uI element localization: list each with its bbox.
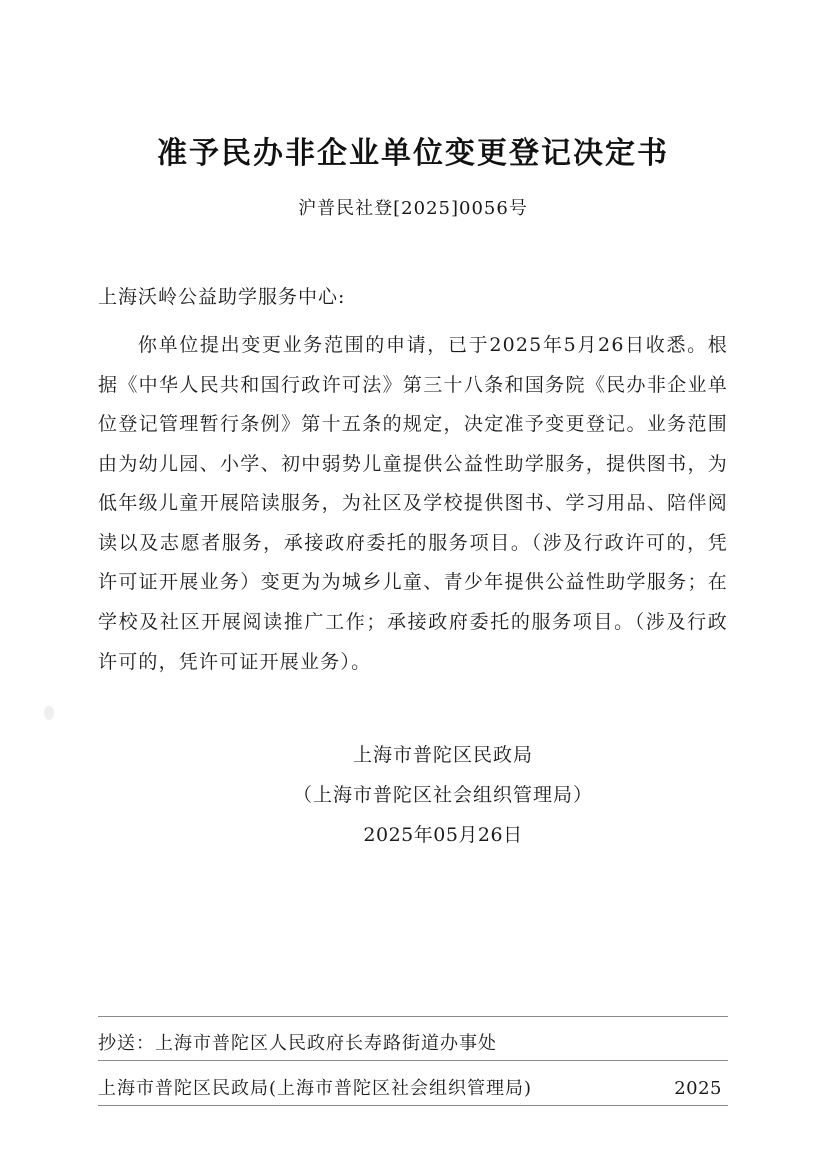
document-number: 沪普民社登[2025]0056号 xyxy=(298,198,528,219)
issue-date: 2025年05月26日 xyxy=(363,823,523,846)
footer-issuer-line xyxy=(98,1074,728,1106)
footer-cc-line: 抄送：上海市普陀区人民政府长寿路街道办事处 xyxy=(98,1029,728,1061)
addressee: 上海沃岭公益助学服务中心: xyxy=(98,286,346,308)
body-paragraph: 你单位提出变更业务范围的申请，已于2025年5月26日收悉。根据《中华人民共和国行政许可法》第三十八条和国务院《民办非企业单位登记管理暂行条例》第十五条的规定，决定准予变更登记。业务范围由为幼儿园、小学、初中弱势儿童提供公益性助学服务，提供图书，为低年级儿童开展陪读服务，为社区及学校提供图书、学习用品、陪伴阅读以及志愿者服务，承接政府委托的服务项目。（涉及行政许可的，凭许可证开展业务）变更为为城乡儿童、青少年提供公益性助学服务；在学校及社区开展阅读推广工作；承接政府委托的服务项目。（涉及行政许可的，凭许可证开展业务）。 xyxy=(98,334,728,673)
footer-year: 2025 xyxy=(674,1078,722,1099)
paper-smudge xyxy=(44,706,54,720)
page-title: 准予民办非企业单位变更登记决定书 xyxy=(157,136,669,171)
document-footer xyxy=(98,1016,728,1106)
footer-divider xyxy=(98,1016,728,1017)
footer-issuer: 上海市普陀区民政局(上海市普陀区社会组织管理局) xyxy=(98,1078,533,1099)
issuing-bureau: （上海市普陀区社会组织管理局） xyxy=(292,783,593,806)
issuing-organization: 上海市普陀区民政局 xyxy=(352,744,533,767)
signature-block xyxy=(98,736,728,856)
